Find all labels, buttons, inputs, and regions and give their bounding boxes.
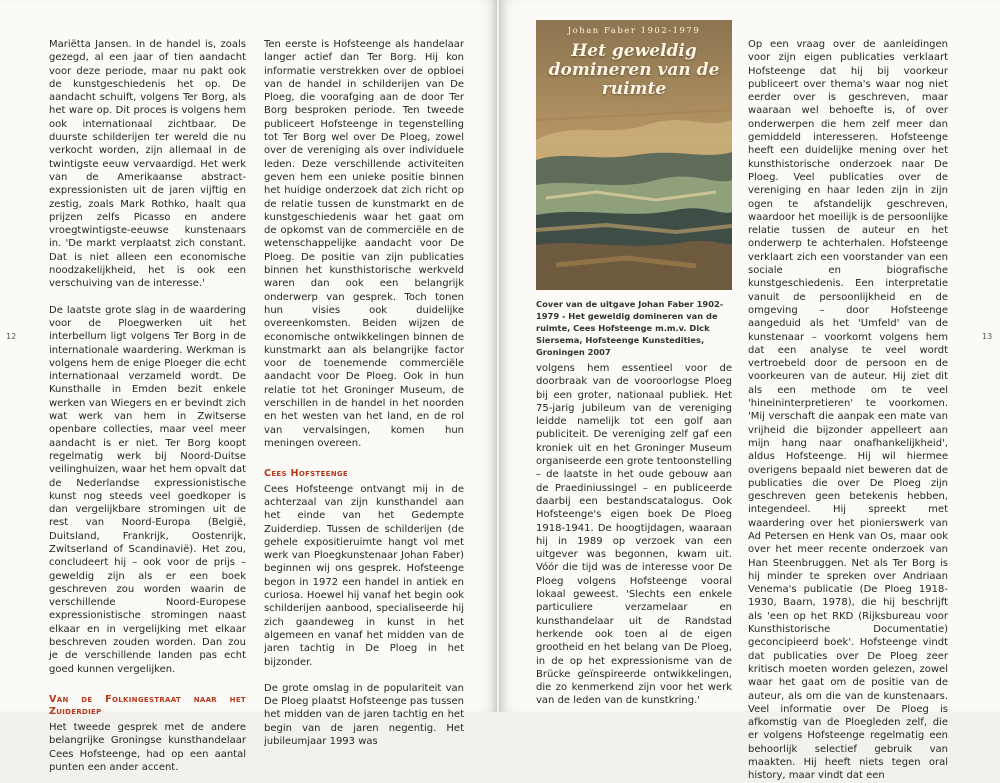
left-page bbox=[0, 0, 497, 773]
image-caption: Cover van de uitgave Johan Faber 1902-1979 - Het geweldig domineren van de ruimte, Cees Hofsteenge m.m.v. Dick Siersema, Hofsteenge Kunstedities, Groningen 2007 bbox=[536, 299, 724, 357]
page-number-left: 12 bbox=[6, 332, 17, 341]
left-column-2 bbox=[264, 38, 464, 748]
paragraph: De laatste grote slag in de waardering voor de Ploegwerken uit het interbellum ligt volgens Ter Borg in de internationale waardering. Werkman is volgens hem de enige Ploeger die echt internationaal verzameld wordt. De Kunsthalle in Emden bezit enkele werken van Wiegers en er bevindt zich wat werk van hem in Zwitserse openbare collecties, maar veel meer aandacht is er niet. Ter Borg koopt regelmatig werk bij Noord-Duitse veilinghuizen, waar het hem opvalt dat de Nederlandse expressionistische kunst nog steeds veel goedkoper is dan vergelijkbare stromingen uit de rest van Noord-Europa (België, Duitsland, Frankrijk, Oostenrijk, Zwitserland of Scandinavië). Het zou, concludeert hij – ook voor de prijs – geweldig zijn als er een boek geschreven zou worden waarin de verschillende Noord-Europese expressionistische stromingen naast elkaar en in vergelijking met elkaar beschreven zouden worden. Dan zou je de verschillende landen pas echt goed kunnen vergelijken. bbox=[49, 304, 246, 675]
section-heading: Cees Hofsteenge bbox=[264, 468, 349, 480]
left-column-1 bbox=[49, 38, 246, 774]
paragraph: Ten eerste is Hofsteenge als handelaar langer actief dan Ter Borg. Hij kon informatie verstrekken over de opbloei van de handel in schilderijen van De Ploeg, die voorafging aan de door Ter Borg besproken periode. Ten tweede publiceert Hofsteenge in tegenstelling tot Ter Borg wel over De Ploeg, zowel over de vereniging als over individuele leden. Deze verschillende activiteiten geven hem een unieke positie binnen het huidige onderzoek dat zich richt op de relatie tussen de kunstmarkt en de kunstgeschiedenis waar het gaat om de opkomst van de commerciële en de wetenschappelijke aandacht voor De Ploeg. De positie van zijn publicaties binnen het kunsthistorische werkveld waren dan ook een belangrijk onderwerp van gesprek. Toch tonen hun visies ook duidelijke overeenkomsten. Beiden wijzen de economische ontwikkelingen binnen de kunstmarkt aan als belangrijke factor voor de toenemende commerciële aandacht voor De Ploeg. Ook in hun relatie tot het Groninger Museum, de verschillen in de handel in het noorden en het westen van het land, en de rol van vervalsingen, komen hun meningen overeen. bbox=[264, 39, 464, 449]
paragraph: Het tweede gesprek met de andere belangrijke Groningse kunsthandelaar Cees Hofsteenge, had op een aantal punten een ander accent. bbox=[49, 721, 246, 773]
book-cover-image bbox=[536, 20, 732, 290]
page-number-right: 13 bbox=[982, 332, 993, 341]
cover-title: Het geweldig domineren van de ruimte bbox=[548, 41, 720, 99]
paragraph: Op een vraag over de aanleidingen voor zijn eigen publicaties verklaart Hofsteenge dat hij bij voorkeur publiceert over thema's waar nog niet eerder over is geschreven, maar waaraan wel behoefte is, of over onderwerpen die hem zelf meer dan gemiddeld interesseren. Hofsteenge heeft een duidelijke mening over het kunsthistorische onderzoek naar De Ploeg. Veel publicaties over de vereniging en haar leden zijn in zijn ogen te afstandelijk geschreven, waardoor het moeilijk is de persoonlijke relatie tussen de auteur en het onderwerp te achterhalen. Hofsteenge verklaart zich een voorstander van een sociale en biografische kunstgeschiedenis. Een interpretatie vanuit de persoonlijkheid en de omgeving – door Hofsteenge aangeduid als het 'Umfeld' van de kunstenaar – voorkomt volgens hem dat een analyse te veel wordt vertroebeld door de persoon en de voorkeuren van de auteur. Hij ziet dit als een methode om te veel 'hineininterpretieren' te voorkomen. 'Mij verschaft die aanpak een mate van vrijheid die bijzonder appelleert aan mijn hang naar onafhankelijkheid', aldus Hofsteenge. Hij wil hiermee overigens bepaald niet beweren dat de publicaties die over De Ploeg zijn geschreven geen betekenis hebben, integendeel. Hij spreekt met waardering over het pionierswerk van Ad Petersen en Henk van Os, maar ook over het meer recente onderzoek van Han Steenbruggen. Net als Ter Borg is hij minder te spreken over Andriaan Venema's publicatie (De Ploeg 1918-1930, Baarn, 1978), die hij beschrijft als 'een op het RKD (Rijksbureau voor Kunsthistorische Documentatie) geconcipieerd boek'. Hofsteenge vindt dat publicaties over De Ploeg zeer kritisch moeten worden gelezen, zowel waar het gaat om de positie van de auteur, als om die van de kunstenaars. Veel informatie over De Ploeg is afkomstig van de Ploegleden zelf, die er volgens Hofsteenge regelmatig een behoorlijk selectief gebruik van maakten. Hij heeft niets tegen oral history, maar vindt dat een bbox=[748, 39, 948, 782]
paragraph: De grote omslag in de populariteit van De Ploeg plaatst Hofsteenge pas tussen het midden van de jaren tachtig en het begin van de jaren negentig. Het jubileumjaar 1993 was bbox=[264, 682, 464, 748]
paragraph: Cees Hofsteenge ontvangt mij in de achterzaal van zijn kunsthandel aan het einde van het Gedempte Zuiderdiep. Tussen de schilderijen (de gehele expositieruimte hangt vol met werk van Ploegkunstenaar Johan Faber) beginnen wij ons gesprek. Hofsteenge begon in 1972 een handel in antiek en curiosa. Hoewel hij vanaf het begin ook schilderijen aanbood, specialiseerde hij zich gaandeweg in kunst in het algemeen en vanaf het midden van de jaren tachtig in De Ploeg in het bijzonder. bbox=[264, 483, 464, 668]
paragraph: volgens hem essentieel voor de doorbraak van de vooroorlogse Ploeg bij een groter, nationaal publiek. Het 75-jarig jubileum van de vereniging leidde namelijk tot een golf aan publiciteit. De vereniging zelf gaf een kroniek uit en het Groninger Museum organiseerde een grote tentoonstelling – de laatste in het oude gebouw aan de Praediniussingel – en publiceerde daarbij een bestandscatalogus. Ook Hofsteenge's eigen boek De Ploeg 1918-1941. De hoogtijdagen, waaraan hij in 1989 op verzoek van een uitgever was begonnen, kwam uit. Vóór die tijd was de interesse voor De Ploeg volgens Hofsteenge vooral lokaal geweest. 'Slechts een enkele particuliere verzamelaar en kunsthandelaar uit de Randstad herkende ook toen al de eigen grootheid en het belang van De Ploeg, in de op het expressionisme van de Brücke geïnspireerde ontwikkelingen, die zo kenmerkend zijn voor het werk van de leden van de kunstkring.' bbox=[536, 363, 732, 707]
right-column-1 bbox=[536, 362, 732, 708]
paragraph: Mariëtta Jansen. In de handel is, zoals gezegd, al een jaar of tien aandacht voor deze periode, maar nu pakt ook de kunstgeschiedenis het op. De aandacht schuift, volgens Ter Borg, als het ware op. Dit proces is volgens hem ook internationaal zichtbaar. De duurste schilderijen ter wereld die nu verkocht worden, zijn allemaal in de twintigste eeuw vervaardigd. Het werk van de Amerikaanse abstract-expressionisten uit de jaren vijftig en zestig, zoals Mark Rothko, haalt qua prijzen zelfs Picasso en andere vroegtwintigste-eeuwse kunstenaars in. 'De markt verplaatst zich constant. Dat is niet alleen een economische noodzakelijkheid, het is ook een verschuiving van de interesse.' bbox=[49, 39, 246, 290]
section-heading: Van de Folkingestraat naar het Zuiderdiep bbox=[49, 693, 246, 718]
cover-author: Johan Faber 1902-1979 bbox=[567, 26, 701, 36]
right-column-2 bbox=[748, 38, 948, 783]
